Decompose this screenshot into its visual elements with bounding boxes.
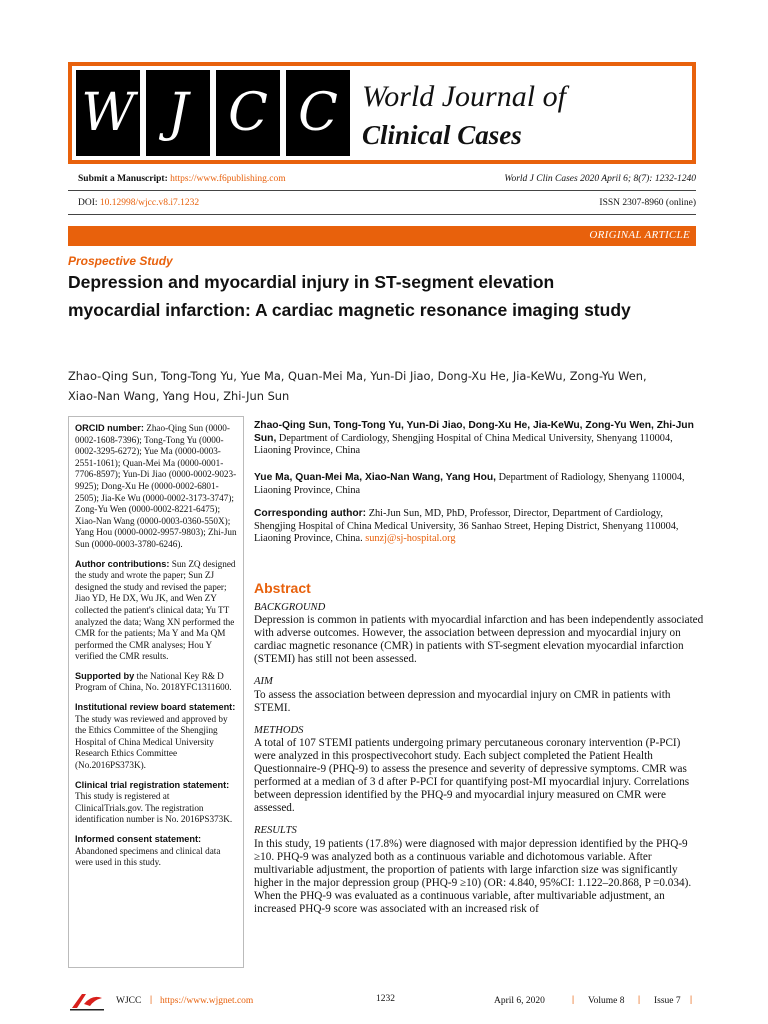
consent-block xyxy=(75,834,237,869)
sidebar-info-box xyxy=(68,416,244,968)
submit-label: Submit a Manuscript: xyxy=(78,174,168,184)
orcid-text: Zhao-Qing Sun (0000-0002-1608-7396); Tong-Tong Yu (0000-0002-3295-6272); Yue Ma (0000-0003-2551-1061); Quan-Mei Ma (0000-0001-7706-8597); Yun-Di Jiao (0000-0002-9023-9925); Dong-Xu He (0000-0002-6801-2505); Jia-Ke Wu (0000-0002-3173-3747); Zong-Yu Wen (0000-0002-8221-6475); Xiao-Nan Wang (0000-0003-0360-550X); Yang Hou (0000-0002-9957-9803); Zhi-Jun Sun (0000-0003-3780-6246). xyxy=(75,423,237,549)
logo-letter: C xyxy=(216,70,280,156)
author-line: Zhao-Qing Sun, Tong-Tong Yu, Yue Ma, Quan-Mei Ma, Yun-Di Jiao, Dong-Xu He, Jia-KeWu, Zong-Yu Wen, xyxy=(68,369,647,383)
trial-label: Clinical trial registration statement: xyxy=(75,779,230,790)
title-line: Depression and myocardial injury in ST-segment elevation xyxy=(68,272,555,292)
contributions-label: Author contributions: xyxy=(75,558,170,569)
trial-block xyxy=(75,780,237,826)
background-label: BACKGROUND xyxy=(254,602,326,613)
article-type-bar xyxy=(68,226,696,246)
issn: ISSN 2307-8960 (online) xyxy=(599,198,696,208)
page-footer xyxy=(68,990,696,1016)
doi-label: DOI: xyxy=(78,198,98,208)
journal-logo-letters xyxy=(72,66,354,160)
divider xyxy=(68,214,696,215)
consent-text: Abandoned specimens and clinical data were used in this study. xyxy=(75,845,221,868)
irb-text: The study was reviewed and approved by the Ethics Committee of the Shengjing Hospital of China Medical University Research Ethics Committee (No.2016PS373K). xyxy=(75,713,228,771)
author-list xyxy=(68,366,698,406)
affiliation-names: Zhao-Qing Sun, Tong-Tong Yu, Yun-Di Jiao, Dong-Xu He, Jia-KeWu, Zong-Yu Wen, Zhi-Jun Sun, xyxy=(254,420,694,444)
affiliation-text: Department of Radiology, Shenyang 110004, Liaoning Province, China xyxy=(254,472,685,496)
footer-issue: Issue 7 xyxy=(654,996,681,1006)
footer-separator: | xyxy=(690,995,693,1005)
support-label: Supported by xyxy=(75,670,135,681)
page-number: 1232 xyxy=(376,994,395,1004)
background-text: Depression is common in patients with myocardial infarction and has been independently associated with adverse outcomes. However, the association between depression and myocardial injury on cardiac magnetic resonance (CMR) in patients with ST-segment elevation myocardial infarction (STEMI) has still not been assessed. xyxy=(254,614,704,666)
contributions-text: Sun ZQ designed the study and wrote the paper; Sun ZJ designed the study and revised the paper; Jiao YD, He DX, Wu JK, and Wen ZY collected the patient's clinical data; Yu TT analyzed the data; Wang XN performed the CMR for the patients; Ma Y and Ma QM performed the CMR analyses; Hou Y verified the CMR results. xyxy=(75,558,236,662)
footer-url[interactable]: https://www.wjgnet.com xyxy=(160,996,254,1006)
footer-journal: WJCC xyxy=(116,996,142,1006)
author-line: Xiao-Nan Wang, Yang Hou, Zhi-Jun Sun xyxy=(68,389,290,403)
submit-link[interactable]: https://www.f6publishing.com xyxy=(170,174,286,184)
irb-label: Institutional review board statement: xyxy=(75,702,236,713)
results-label: RESULTS xyxy=(254,825,297,837)
corresponding-email[interactable]: sunzj@sj-hospital.org xyxy=(365,533,456,545)
footer-date: April 6, 2020 xyxy=(494,996,545,1006)
paper-title xyxy=(68,268,708,324)
affiliation-names: Yue Ma, Quan-Mei Ma, Xiao-Nan Wang, Yang Hou, xyxy=(254,472,497,483)
affiliation-1 xyxy=(254,420,700,458)
submit-line xyxy=(78,174,286,184)
irb-block xyxy=(75,702,237,772)
abstract-heading: Abstract xyxy=(254,580,311,596)
aim-text: To assess the association between depression and myocardial injury on CMR in patients with STEMI. xyxy=(254,688,671,714)
corresponding-author xyxy=(254,508,700,546)
footer-separator: | xyxy=(150,995,153,1005)
journal-name-line1: World Journal of xyxy=(362,80,566,113)
support-text: the National Key R& D Program of China, No. 2018YFC1311600. xyxy=(75,670,232,693)
results-text: In this study, 19 patients (17.8%) were diagnosed with major depression identified by the PHQ-9 ≥10. PHQ-9 was analyzed both as a continuous variable and dichotomous variable. After multivariable adjustment, the proportion of patients with large infarction size was significantly higher in the major depression group (PHQ-9 ≥10) (OR: 4.840, 95%CI: 1.122–20.868, P =0.034). When the PHQ-9 was evaluated as a continuous variable, after multivariable adjustment, an increased PHQ-9 score was associated with an increased risk of xyxy=(254,837,692,915)
corresponding-label: Corresponding author: xyxy=(254,508,367,519)
methods-text: A total of 107 STEMI patients undergoing primary percutaneous coronary intervention (P-PCI) were analyzed in this prospectivecohort study. Each subject completed the Patient Health Questionnaire-9 (PHQ-9) to assess the presence and severity of depressive symptoms. CMR was performed at a median of 3 d after P-PCI for quantifying post-MI myocardial injury. Correlations between depression identified by the PHQ-9 and myocardial injury measured on CMR were assessed. xyxy=(254,736,690,815)
support-block xyxy=(75,671,237,694)
citation: World J Clin Cases 2020 April 6; 8(7): 1232-1240 xyxy=(504,174,696,184)
contributions-block xyxy=(75,559,237,663)
orcid-block xyxy=(75,423,237,551)
aim-label: AIM xyxy=(254,676,273,688)
doi-link[interactable]: 10.12998/wjcc.v8.i7.1232 xyxy=(99,198,200,208)
doi-line xyxy=(78,198,199,208)
publisher-logo-icon xyxy=(68,990,108,1012)
logo-letter: C xyxy=(286,70,350,156)
journal-masthead xyxy=(68,62,696,164)
affiliation-2 xyxy=(254,472,700,497)
methods-label: METHODS xyxy=(254,724,304,736)
trial-text: This study is registered at ClinicalTrials.gov. The registration identification number is No. 2016PS373K. xyxy=(75,791,233,825)
article-type: ORIGINAL ARTICLE xyxy=(589,229,690,241)
footer-separator: | xyxy=(638,995,641,1005)
corresponding-text: Zhi-Jun Sun, MD, PhD, Professor, Director, Department of Cardiology, Shengjing Hospital of China Medical University, 36 Sanhao Street, Heping District, Shenyang 110004, Liaoning Province, China. xyxy=(254,508,679,545)
divider xyxy=(68,190,696,191)
consent-label: Informed consent statement: xyxy=(75,834,202,844)
title-line: myocardial infarction: A cardiac magnetic resonance imaging study xyxy=(68,300,631,320)
section-label: Prospective Study xyxy=(68,254,173,268)
footer-volume: Volume 8 xyxy=(588,996,625,1006)
affiliation-text: Department of Cardiology, Shengjing Hospital of China Medical University, Shenyang 110004, Liaoning Province, China xyxy=(254,432,673,457)
abstract-body xyxy=(254,601,704,925)
orcid-label: ORCID number: xyxy=(75,423,144,433)
logo-letter: J xyxy=(146,70,210,156)
journal-name-line2: Clinical Cases xyxy=(362,120,522,150)
logo-letter: W xyxy=(76,70,140,156)
footer-separator: | xyxy=(572,995,575,1005)
